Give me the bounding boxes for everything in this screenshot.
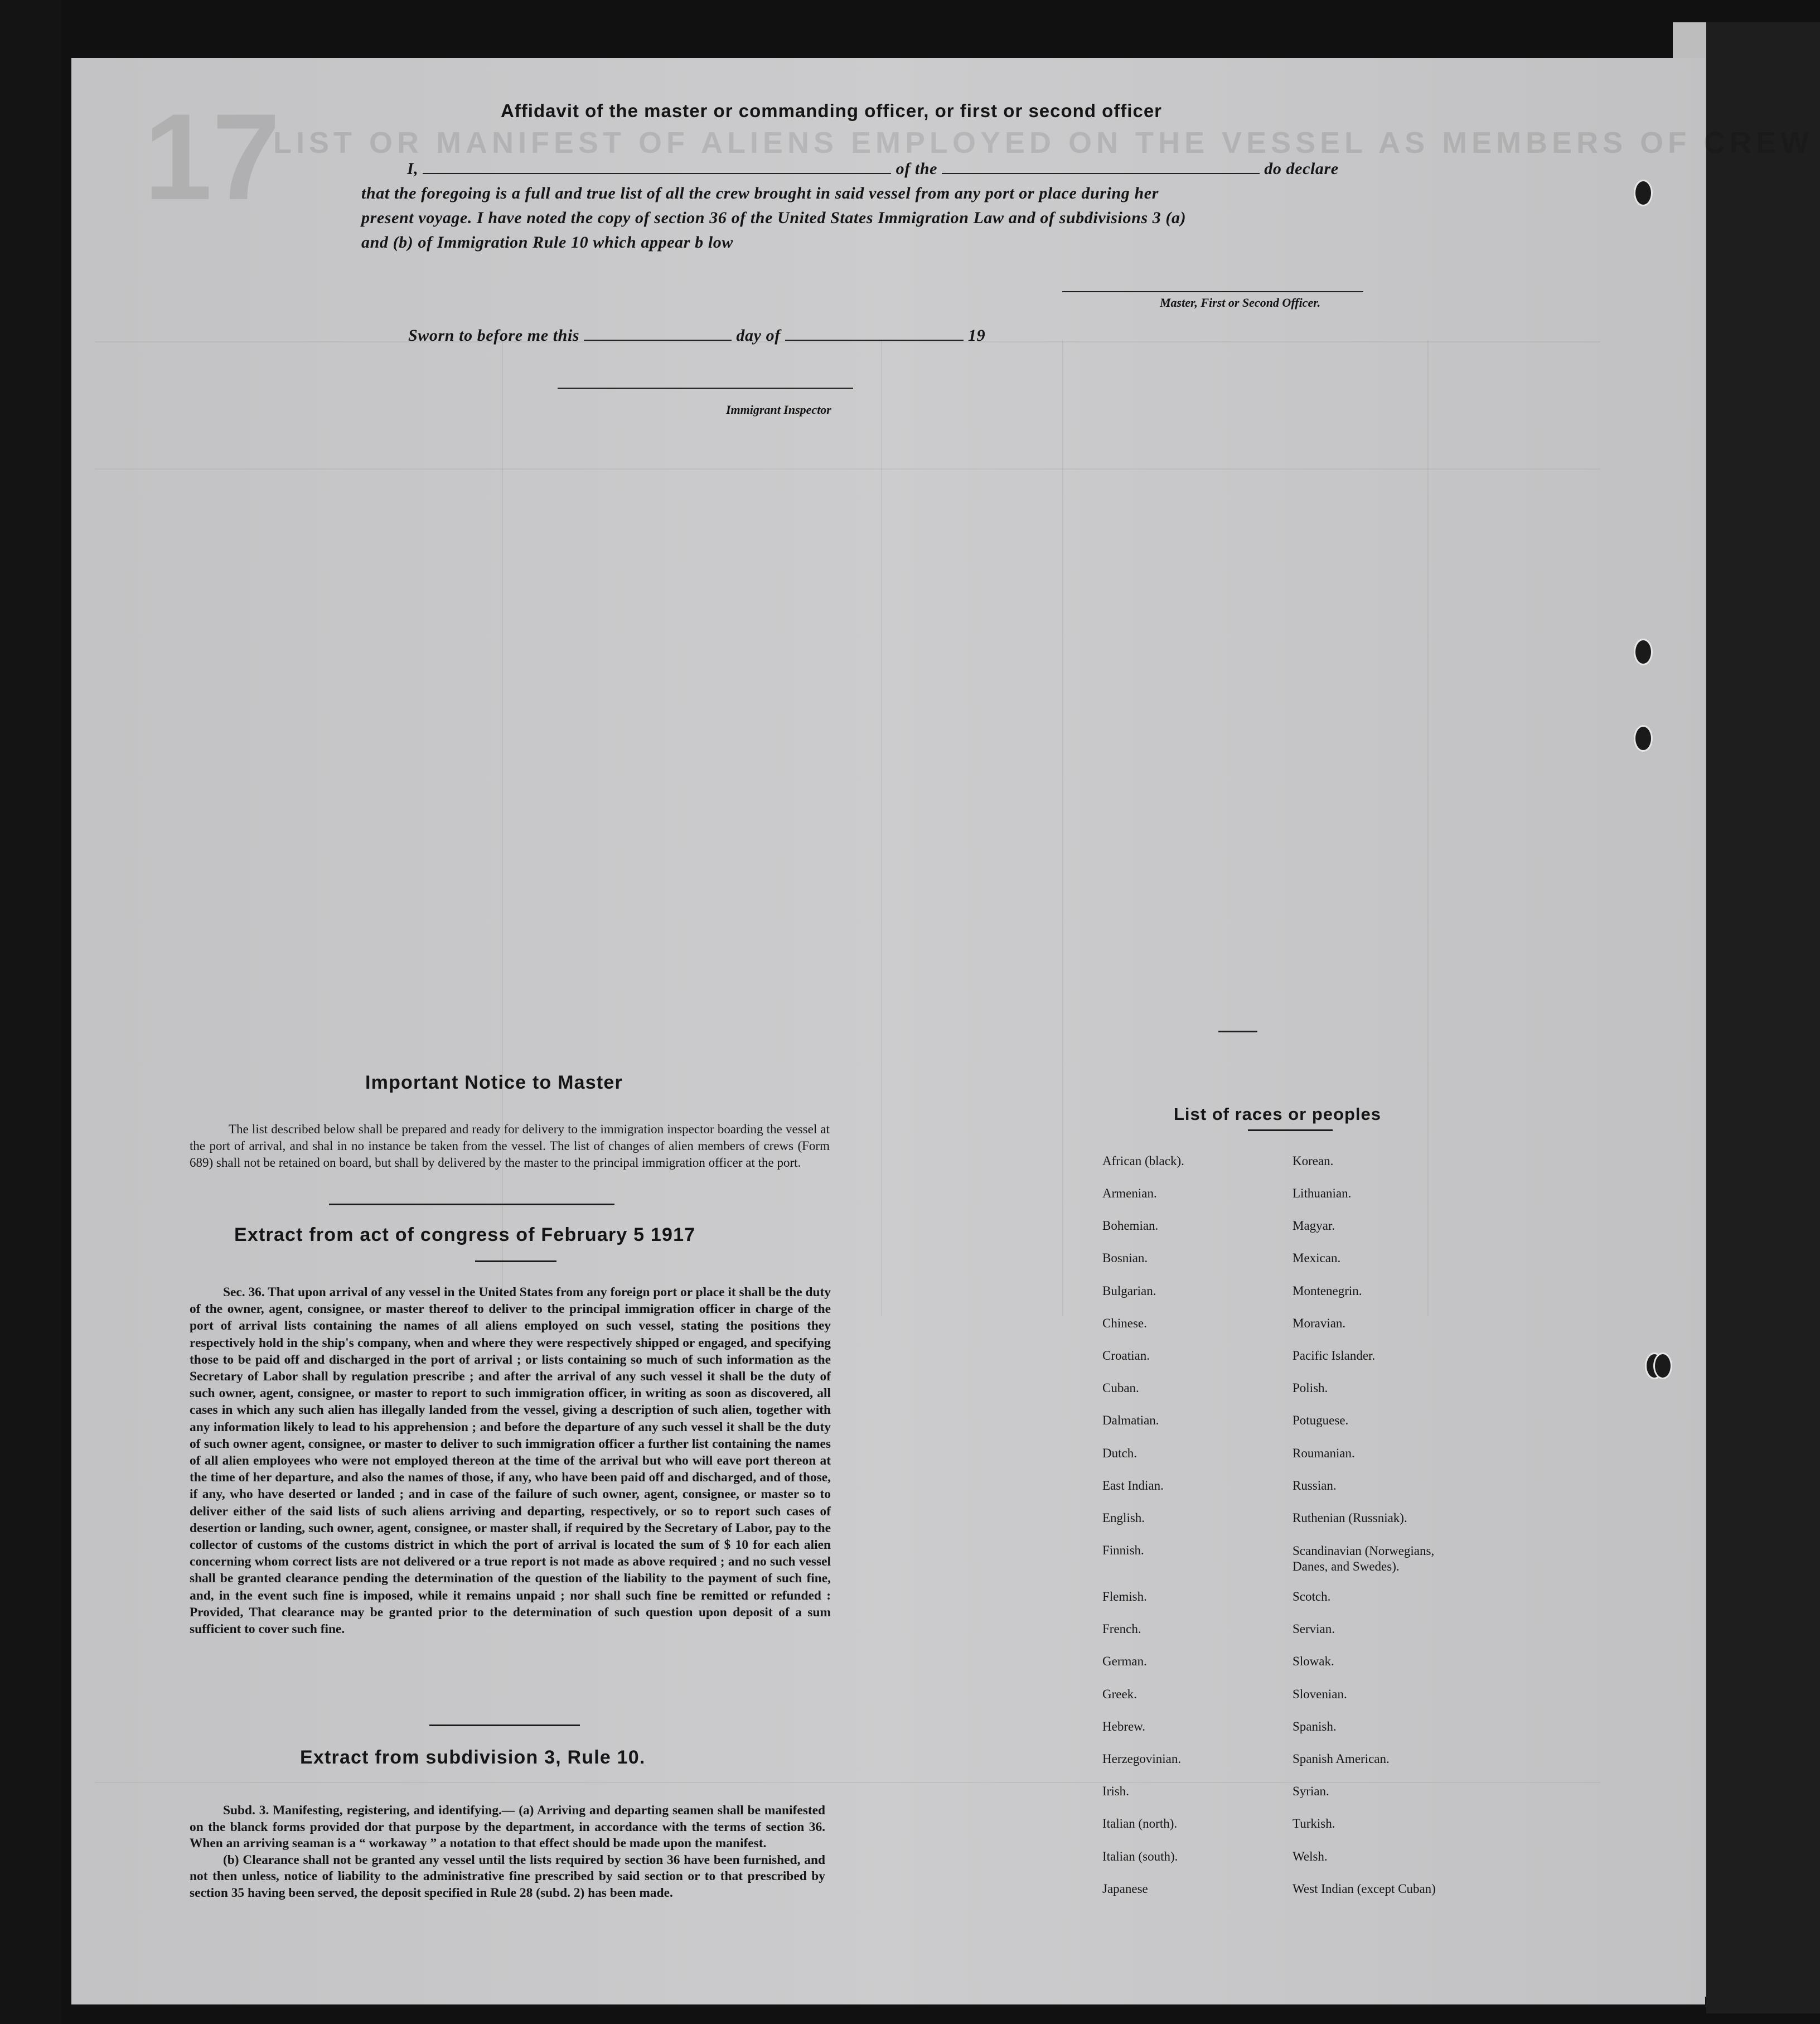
race-item: Servian. [1293,1622,1335,1636]
affidavit-line1 [407,160,1339,178]
race-item: Ruthenian (Russniak). [1293,1511,1407,1525]
race-item: Slowak. [1293,1654,1334,1668]
notice-paragraph: The list described below shall be prepared and ready for delivery to the immigration inspector boarding the vessel at the port of arrival, and shal in no instance be taken from the vessel. The list of changes of alien members of crews (Form 689) shall not be retained on board, but shall by delivered by the master to the principal immigration officer at the port. [190,1122,830,1170]
race-item: Flemish. [1102,1590,1147,1603]
race-item: Spanish. [1293,1719,1337,1733]
race-item: Japanese [1102,1882,1148,1896]
race-item: Irish. [1102,1784,1129,1798]
bleed-through-rule [95,468,1600,470]
races-title-underline [1248,1129,1333,1131]
bleed-through-rule [881,340,882,1316]
subdivision-a-paragraph: Subd. 3. Manifesting, registering, and identifying.— (a) Arriving and departing seamen shall be manifested on the blanck forms provided dor that purpose by the department, in accordance with the terms of section 36. When an arriving seaman is a “ workaway ” a notation to that effect should be made upon the manifest. [190,1803,825,1851]
scan-border-left [0,0,61,2024]
race-item: Montenegrin. [1293,1284,1362,1298]
race-item: Mexican. [1293,1251,1341,1265]
race-item: Spanish American. [1293,1752,1390,1766]
sworn-line [408,326,985,345]
vessel-name-blank[interactable] [942,172,1260,174]
section-divider [329,1204,614,1205]
notice-body [190,1121,830,1171]
race-item: Roumanian. [1293,1446,1355,1460]
declarant-name-blank[interactable] [423,172,891,174]
sworn-prefix: Sworn to before me this [408,326,580,345]
race-item: Polish. [1293,1381,1328,1395]
race-item: Welsh. [1293,1849,1328,1863]
race-item: Armenian. [1102,1186,1157,1200]
race-item: Hebrew. [1102,1719,1146,1733]
race-item: Potuguese. [1293,1413,1349,1427]
race-item: Greek. [1102,1687,1137,1701]
master-signature-caption: Master, First or Second Officer. [1160,296,1321,310]
race-item: Turkish. [1293,1817,1335,1830]
race-item: Dalmatian. [1102,1413,1159,1427]
race-item: Croatian. [1102,1349,1150,1363]
race-item: African (black). [1102,1154,1184,1168]
race-item: Bohemian. [1102,1219,1159,1233]
race-item: Bulgarian. [1102,1284,1156,1298]
race-item: Italian (south). [1102,1849,1178,1863]
bleed-through-page-number: 17 [144,88,280,225]
notice-title: Important Notice to Master [365,1072,623,1093]
rule-extract-body [190,1803,825,1901]
affidavit-of-the: of the [896,160,938,178]
subdivision-b-paragraph: (b) Clearance shall not be granted any vessel until the lists required by section 36 have been furnished, and not then unless, notice of liability to the administrative fine prescribed by said section or to that prescribed by section 35 having been served, the deposit specified in Rule 28 (subd. 2) has been made. [190,1852,825,1900]
scan-border-right [1706,22,1820,2013]
race-item: Herzegovinian. [1102,1752,1182,1766]
sworn-day-of: day of [736,326,781,345]
race-item: English. [1102,1511,1145,1525]
race-item: Dutch. [1102,1446,1137,1460]
race-item: Lithuanian. [1293,1186,1352,1200]
binder-hole [1653,1352,1672,1379]
race-item: Bosnian. [1102,1251,1148,1265]
race-item: Chinese. [1102,1316,1147,1330]
races-list-title: List of races or peoples [1174,1104,1381,1124]
inspector-caption: Immigrant Inspector [726,403,831,417]
race-item: Syrian. [1293,1784,1329,1798]
bleed-through-rule [1062,340,1063,1316]
race-item: French. [1102,1622,1141,1636]
section-36-paragraph: Sec. 36. That upon arrival of any vessel in the United States from any foreign port or place it shall be the duty of the owner, agent, consignee, or master thereof to deliver to the principal immigration officer in charge of the port of arrival lists containing the names of all aliens employed on such vessel, stating the positions they respectively hold in the ship's company, when and where they were respectively shipped or engaged, and specifying those to be paid off and discharged in the port of arrival ; or lists containing so much of such information as the Secretary of Labor shall by regulation prescribe ; and after the arrival of any such vessel it shall be the duty of such owner, agent, consignee, or master to report to such immigration officer, in writing as soon as discovered, all cases in which any such alien has illegally landed from the vessel, giving a description of such alien, together with any information likely to lead to his apprehension ; and before the departure of any such vessel it shall be the duty of such owner agent, consignee, or master to deliver to such immigration officer a further list containing the names of all alien employees who were not employed thereon at the time of the arrival but who will eave port thereon at the time of her departure, and also the names of those, if any, who have been paid off and discharged, and of those, if any, who have deserted or landed ; and in case of the failure of such owner, agent, consignee, or master so to deliver either of the said lists of such aliens arriving and departing, respectively, or so to report such cases of desertion or landing, such owner, agent, consignee, or master shall, if required by the Secretary of Labor, pay to the collector of customs of the customs district in which the port of arrival is located the sum of $ 10 for each alien concerning whom correct lists are not delivered or a true report is not made as above required ; and no such vessel shall be granted clearance pending the determination of the question of the liability to the payment of such fine, and, in the event such fine is imposed, while it remains unpaid ; nor shall such fine be remitted or refunded : Provided, That clearance may be granted prior to the determination of such question upon deposit of a sum sufficient to cover such fine. [190,1285,831,1637]
affidavit-declarant-prefix: I, [407,160,419,178]
sworn-year: 19 [968,326,986,345]
sworn-month-blank[interactable] [785,339,964,341]
race-item: Magyar. [1293,1219,1335,1233]
bleed-through-heading: LIST OR MANIFEST OF ALIENS EMPLOYED ON THE VESSEL AS MEMBERS OF CREW [273,126,1814,160]
race-item: Moravian. [1293,1316,1346,1330]
inspector-signature-line[interactable] [558,388,853,389]
race-item: West Indian (except Cuban) [1293,1882,1436,1896]
affidavit-title: Affidavit of the master or commanding officer, or first or second officer [501,100,1163,121]
affidavit-line3: present voyage. I have noted the copy of section 36 of the United States Immigration Law and of subdivisions 3 (a) [361,209,1187,227]
sworn-day-blank[interactable] [584,339,732,341]
manifest-page [71,58,1705,2004]
affidavit-line4: and (b) of Immigration Rule 10 which appear b low [361,233,733,252]
race-item: Cuban. [1102,1381,1139,1395]
act-extract-title: Extract from act of congress of February 5 1917 [234,1224,696,1245]
race-item: Scotch. [1293,1590,1331,1603]
binder-hole [1634,180,1653,206]
bleed-through-rule [95,1782,1600,1783]
section-divider [475,1260,556,1262]
rule-extract-title: Extract from subdivision 3, Rule 10. [300,1747,646,1768]
race-item: Pacific Islander. [1293,1349,1376,1363]
affidavit-do-declare: do declare [1264,160,1339,178]
race-item: Scandinavian (Norwegians, Danes, and Swedes). [1293,1544,1435,1573]
binder-hole [1634,639,1653,665]
section-divider [429,1724,580,1726]
affidavit-line2: that the foregoing is a full and true list of all the crew brought in said vessel from any port or place during her [361,184,1159,202]
race-item: German. [1102,1654,1147,1668]
race-item: Korean. [1293,1154,1334,1168]
pen-mark [1218,1031,1257,1032]
bleed-through-rule [1427,340,1429,1316]
master-signature-line[interactable] [1062,291,1363,292]
race-item: Slovenian. [1293,1687,1347,1701]
race-item: East Indian. [1102,1479,1164,1492]
race-item: Russian. [1293,1479,1337,1492]
act-extract-body [190,1284,831,1637]
race-item: Finnish. [1102,1543,1144,1557]
race-item: Italian (north). [1102,1817,1178,1830]
binder-hole [1634,725,1653,752]
